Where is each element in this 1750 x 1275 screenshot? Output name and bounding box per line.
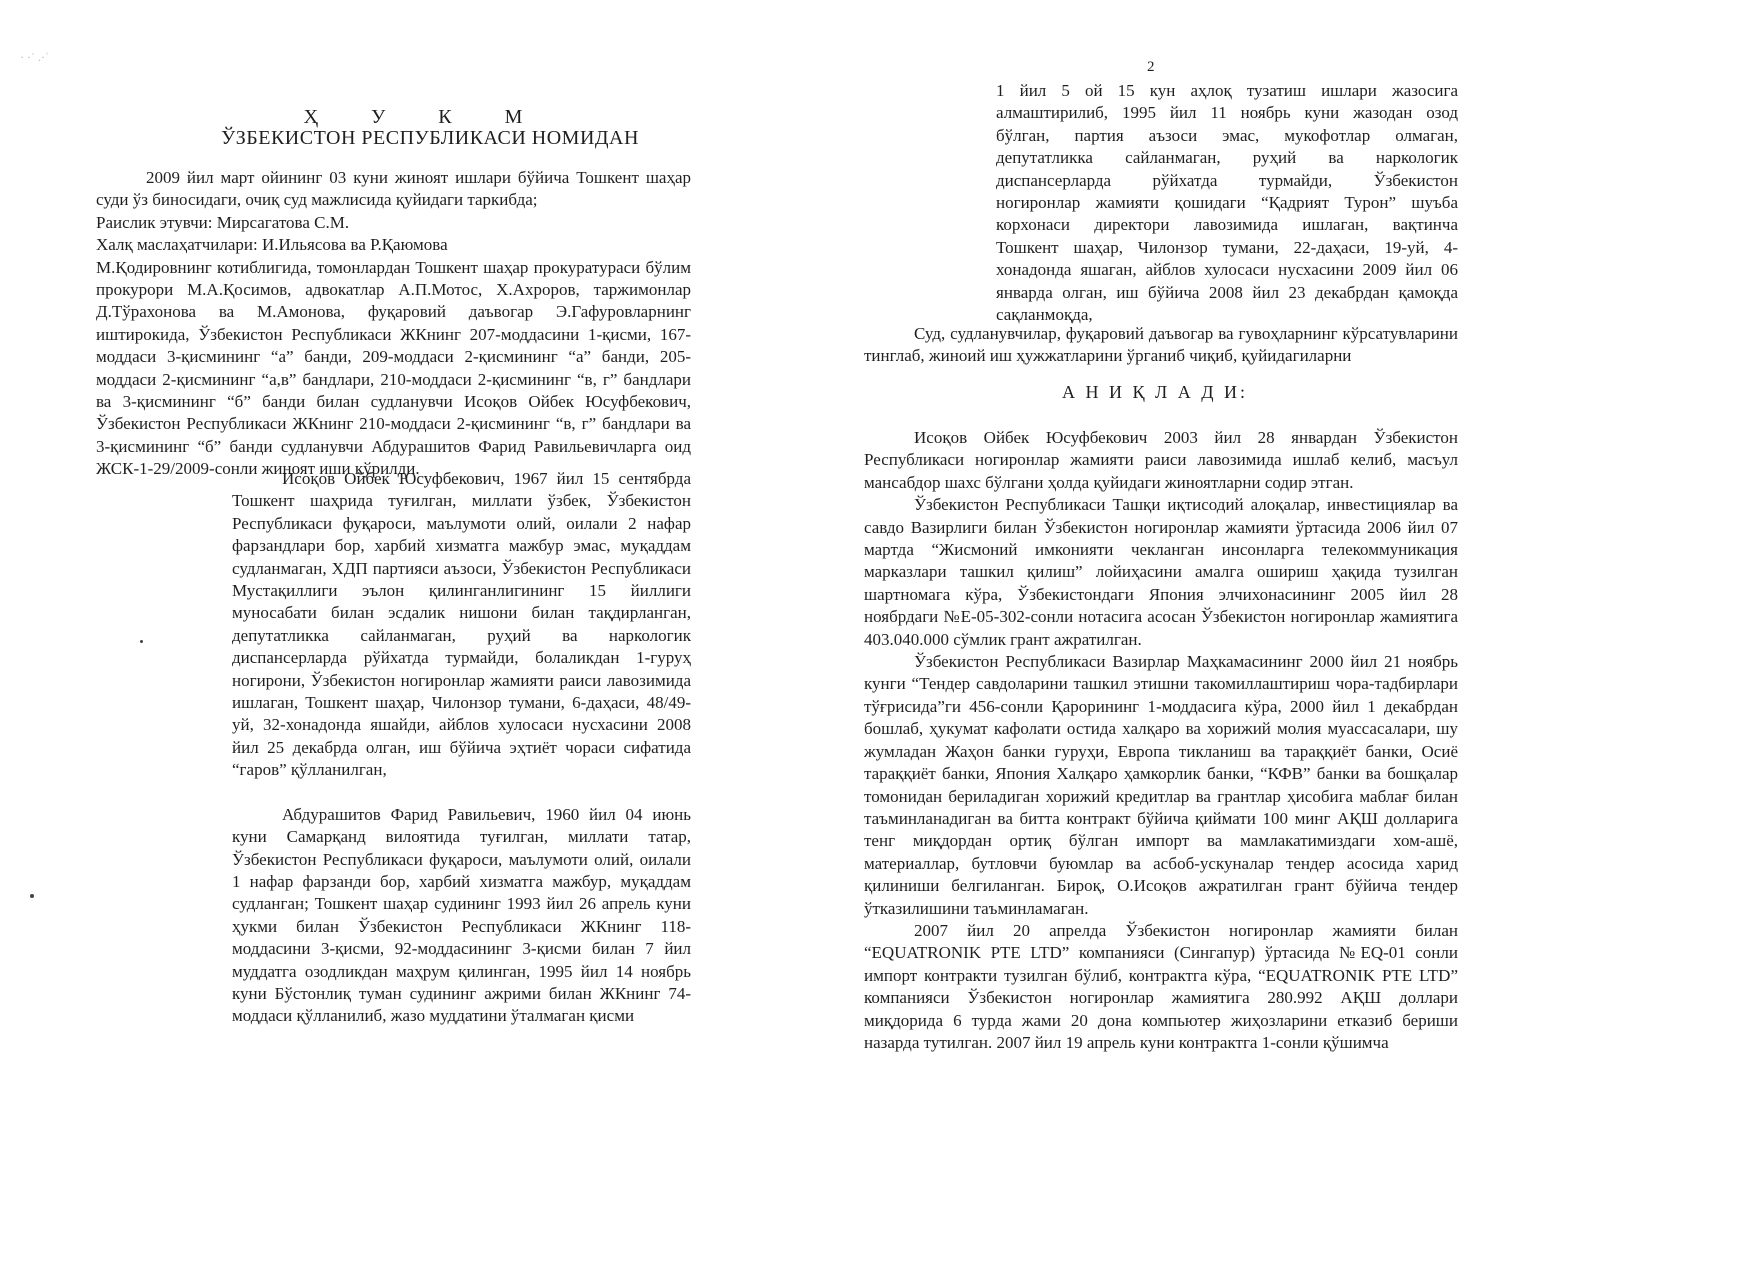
continuation-line: депутатликка сайланмаган, руҳий ва наркологик bbox=[996, 148, 1458, 168]
scan-dot bbox=[140, 640, 143, 643]
continuation-line: хонадонда яшаган, айблов хулосаси нусхасини 2009 йил 06 bbox=[996, 260, 1458, 280]
presiding-judge: Раислик этувчи: Мирсагатова С.М. bbox=[96, 212, 350, 232]
scan-specks: · ·˙ .·ˈ bbox=[20, 50, 49, 64]
continuation-line: сақланмоқда, bbox=[996, 305, 1093, 325]
people-assessors: Халқ маслаҳатчилари: И.Ильясова ва Р.Қаюмова bbox=[96, 235, 448, 255]
continuation-line: Тошкент шаҳар, Чилонзор тумани, 22-даҳаси, 19-уй, 4- bbox=[996, 237, 1458, 257]
defendant-1-paragraph: Исоқов Ойбек Юсуфбекович, 1967 йил 15 сентябрда Тошкент шаҳрида туғилган, миллати ўзбек, Ўзбекистон Республикаси фуқароси, маълумоти олий, оилали 2 нафар фарзандлари бор, харбий хизматга мажбур эмас, муқаддам судланмаган, ХДП партияси аъзоси, Ўзбекистон Республикаси Мустақиллиги эълон қилинганлигининг 15 йиллиги муносабати билан эсдалик нишони билан тақдирланган, депутатликка сайланмаган, руҳий ва наркологик диспансерларда рўйхатда турмайди, болаликдан 1-гуруҳ ногирони, Ўзбекистон ногиронлар жамияти раиси лавозимида ишлаган, Тошкент шаҳар, Чилонзор тумани, 6-даҳаси, 48/49-уй, 32-хонадонда яшайди, айблов хулосаси нусхасини 2008 йил 25 декабрда олган, иш бўйича эҳтиёт чораси сифатида “гаров” қўлланилган, bbox=[232, 469, 691, 780]
continuation-line: 1 йил 5 ой 15 кун аҳлоқ тузатиш ишлари жазосига bbox=[996, 81, 1458, 100]
right-page bbox=[864, 0, 1750, 1275]
finding-paragraph: Ўзбекистон Республикаси Ташқи иқтисодий алоқалар, инвестициялар ва савдо Вазирлиги билан Ўзбекистон ногиронлар жамияти ўртасида 2006 йил 07 мартда “Жисмоний имконияти чекланган инсонларга телекоммуникация марказлари ташкил қилиш” лойиҳасини амалга ошириш ҳақида тузилган шартномага кўра, Ўзбекистондаги Япония элчихонасининг 2005 йил 28 ноябрдаги №Е-05-302-сонли нотасига асосан Ўзбекистон ногиронлар жамиятига 403.040.000 сўмлик грант ажратилган. bbox=[864, 495, 1458, 649]
established-heading: А Н И Қ Л А Д И: bbox=[1062, 382, 1248, 402]
continuation-line: алмаштирилиб, 1995 йил 11 ноябрь куни жазодан озод bbox=[996, 103, 1458, 123]
finding-paragraph: Исоқов Ойбек Юсуфбекович 2003 йил 28 январдан Ўзбекистон Республикаси ногиронлар жамияти раиси лавозимида ишлаб келиб, масъул мансабдор шахс бўлгани ҳолда қуйидаги жиноятларни содир этган. bbox=[864, 428, 1458, 492]
court-heard-block bbox=[864, 323, 1458, 368]
scan-dot bbox=[30, 894, 34, 898]
continuation-line: бўлган, партия аъзоси эмас, мукофотлар олмаган, bbox=[996, 125, 1458, 145]
continuation-block bbox=[996, 80, 1458, 326]
court-heard-paragraph: Суд, судланувчилар, фуқаровий даъвогар ва гувоҳларнинг кўрсатувларини тинглаб, жиноий иш ҳужжатларини ўрганиб чиқиб, қуйидагиларни bbox=[864, 324, 1458, 366]
finding-paragraph: Ўзбекистон Республикаси Вазирлар Маҳкамасининг 2000 йил 21 ноябрь кунги “Тендер савдоларини ташкил этишни такомиллаштириш чора-тадбирлари тўғрисида”ги 456-сонли Қарорининг 1-моддасига кўра, 2000 йил 1 декабрдан бошлаб, ҳукумат кафолати остида халқаро ва хорижий молия муассасалари, шу жумладан Жаҳон банки гуруҳи, Европа тикланиш ва тараққиёт банки, Осиё тараққиёт банки, Япония Халқаро ҳамкорлик банки, “КФВ” банки ва бошқалар томонидан бериладиган хорижий кредитлар ва грантлар ҳисобига маблағ билан таъминланадиган ва битта контракт бўйича қиймати 100 минг АҚШ долларига тенг миқдордан ортиқ бўлган импорт ва мамлакатимиздаги хом-ашё, материаллар, бутловчи буюмлар ва асбоб-ускуналар тендер асосида харид қилиниши белгиланган. Бироқ, О.Исоқов ажратилган грант бўйича тендер ўтказилишини таъминламаган. bbox=[864, 652, 1458, 918]
page-number: 2 bbox=[1147, 59, 1155, 75]
continuation-line: корхонаси директори лавозимида ишлаган, вақтинча bbox=[996, 215, 1458, 235]
defendant-block bbox=[232, 468, 691, 1028]
intro-block bbox=[96, 167, 691, 481]
finding-paragraph: 2007 йил 20 апрелда Ўзбекистон ногиронлар жамияти билан “EQUATRONIK PTE LTD” компанияси (Сингапур) ўртасида №EQ-01 сонли импорт контракти тузилган бўлиб, контрактга кўра, “EQUATRONIK PTE LTD” компанияси Ўзбекистон ногиронлар жамиятига 280.992 АҚШ доллари миқдорида 6 турда жами 20 дона компьютер жиҳозларини етказиб бериши назарда тутилган. 2007 йил 19 апрель куни контрактга 1-сонли қўшимча bbox=[864, 920, 1458, 1052]
continuation-line: ногиронлар жамияти қошидаги “Қадрият Турон” шуъба bbox=[996, 193, 1458, 213]
findings-block bbox=[864, 427, 1458, 1054]
continuation-line: диспансерларда рўйхатда турмайди, Ўзбекистон bbox=[996, 170, 1458, 190]
verdict-subtitle: ЎЗБЕКИСТОН РЕСПУБЛИКАСИ НОМИДАН bbox=[221, 127, 639, 149]
continuation-line: январда олган, иш бўйича 2008 йил 23 декабрдан қамоқда bbox=[996, 282, 1458, 302]
verdict-title: Ҳ У К М bbox=[303, 106, 547, 128]
defendant-2-paragraph: Абдурашитов Фарид Равильевич, 1960 йил 04 июнь куни Самарқанд вилоятида туғилган, миллати татар, Ўзбекистон Республикаси фуқароси, маълумоти олий, оилали 1 нафар фарзанди бор, харбий хизматга мажбур, муқаддам судланган; Тошкент шаҳар судининг 1993 йил 26 апрель куни ҳукми билан Ўзбекистон Республикаси ЖКнинг 118-моддасини 3-қисми, 92-моддасининг 3-қисми билан 7 йил муддатга озодликдан маҳрум қилинган, 1995 йил 14 ноябрь куни Бўстонлиқ туман судининг ажрими билан ЖКнинг 74-моддаси қўлланилиб, жазо муддатини ўталмаган қисми bbox=[232, 804, 691, 1026]
intro-paragraph: 2009 йил март ойининг 03 куни жиноят ишлари бўйича Тошкент шаҳар суди ўз биносидаги, очиқ суд мажлисида қуйидаги таркибда; bbox=[96, 168, 691, 210]
participants-paragraph: М.Қодировнинг котиблигида, томонлардан Тошкент шаҳар прокуратураси бўлим прокурори М.А.Қосимов, адвокатлар А.П.Мотос, Х.Ахроров, таржимонлар Д.Тўрахонова ва М.Амонова, фуқаровий даъвогар Э.Гафуровларнинг иштирокида, Ўзбекистон Республикаси ЖКнинг 207-моддасини 1-қисми, 167-моддаси 3-қисмининг “а” банди, 209-моддаси 2-қисмининг “а” банди, 205-моддаси 2-қисмининг “а,в” бандлари, 210-моддаси 2-қисмининг “в, г” бандлари ва 3-қисмининг “б” банди билан судланувчи Исоқов Ойбек Юсуфбекович, Ўзбекистон Республикаси ЖКнинг 210-моддаси 2-қисмининг “в, г” бандлари ва 3-қисмининг “б” банди судланувчи Абдурашитов Фарид Равильевичларга оид ЖСК-1-29/2009-сонли жиноят иши кўрилди. bbox=[96, 257, 691, 479]
